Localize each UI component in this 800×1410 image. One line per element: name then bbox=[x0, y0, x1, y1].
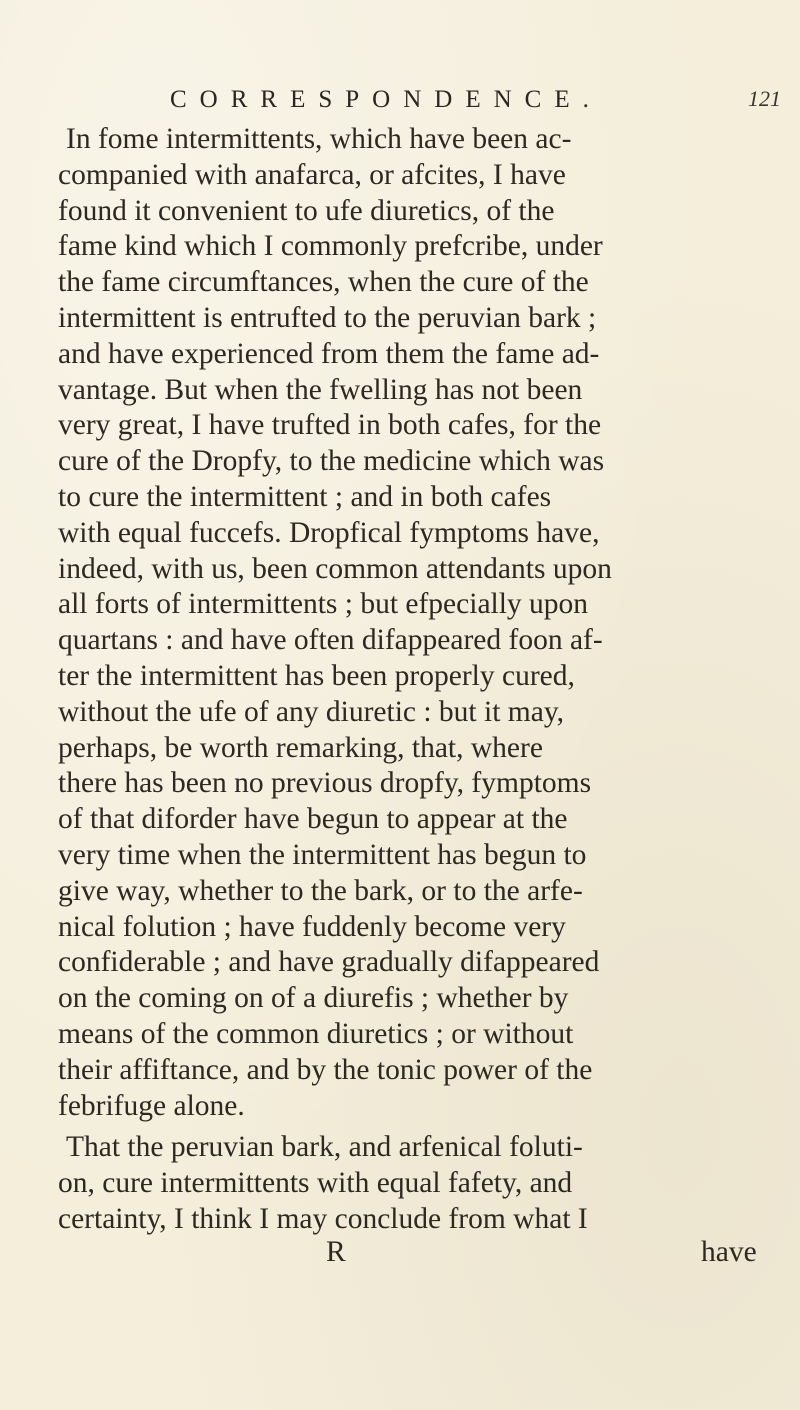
text-line: That the peruvian bark, and arfenical foluti- bbox=[66, 1131, 583, 1163]
page-number: 121 bbox=[748, 86, 781, 111]
text-line: means of the common diuretics ; or without bbox=[58, 1017, 574, 1050]
text-line: nical folution ; have fuddenly become very bbox=[58, 910, 566, 943]
text-line: cure of the Dropfy, to the medicine which was bbox=[58, 445, 605, 478]
signature-mark: R bbox=[326, 1236, 346, 1268]
text-line: very great, I have trufted in both cafes, for the bbox=[58, 409, 602, 442]
text-line: In fome intermittents, which have been ac- bbox=[66, 123, 572, 155]
text-line: vantage. But when the fwelling has not been bbox=[58, 373, 583, 406]
text-line: and have experienced from them the fame ad- bbox=[58, 337, 600, 370]
text-line: give way, whether to the bark, or to the arfe- bbox=[58, 874, 583, 907]
text-line: on, cure intermittents with equal fafety, and bbox=[58, 1166, 573, 1199]
paragraph-2 bbox=[58, 1130, 786, 1237]
text-line: their affiftance, and by the tonic power of the bbox=[58, 1053, 593, 1086]
text-line: companied with anafarca, or afcites, I have bbox=[58, 158, 566, 191]
text-line: fame kind which I commonly prefcribe, under bbox=[58, 230, 603, 263]
text-line: ter the intermittent has been properly cured, bbox=[58, 659, 575, 692]
text-line: without the ufe of any diuretic : but it may, bbox=[58, 695, 565, 728]
running-head: CORRESPONDENCE. bbox=[170, 86, 602, 113]
text-line: very time when the intermittent has begun to bbox=[58, 838, 587, 871]
paragraph-1 bbox=[58, 122, 786, 1124]
text-line: there has been no previous dropfy, fymptoms bbox=[58, 767, 592, 800]
text-line: certainty, I think I may conclude from what I bbox=[58, 1202, 588, 1235]
text-line: with equal fuccefs. Dropfical fymptoms have, bbox=[58, 516, 600, 549]
text-line: febrifuge alone. bbox=[58, 1089, 245, 1122]
text-line: the fame circumftances, when the cure of the bbox=[58, 266, 589, 299]
text-line: indeed, with us, been common attendants upon bbox=[58, 552, 612, 585]
catchword: have bbox=[701, 1236, 757, 1268]
text-line: to cure the intermittent ; and in both cafes bbox=[58, 480, 552, 513]
text-line: confiderable ; and have gradually difappeared bbox=[58, 946, 600, 979]
text-line: on the coming on of a diurefis ; whether by bbox=[58, 982, 569, 1015]
page-footer bbox=[0, 1236, 800, 1276]
text-line: quartans : and have often difappeared foon af- bbox=[58, 624, 603, 657]
text-line: all forts of intermittents ; but efpecially upon bbox=[58, 588, 589, 621]
text-line: found it convenient to ufe diuretics, of the bbox=[58, 194, 555, 227]
text-line: of that diforder have begun to appear at the bbox=[58, 803, 568, 836]
text-line: intermittent is entrufted to the peruvian bark ; bbox=[58, 301, 597, 334]
text-line: perhaps, be worth remarking, that, where bbox=[58, 731, 543, 764]
